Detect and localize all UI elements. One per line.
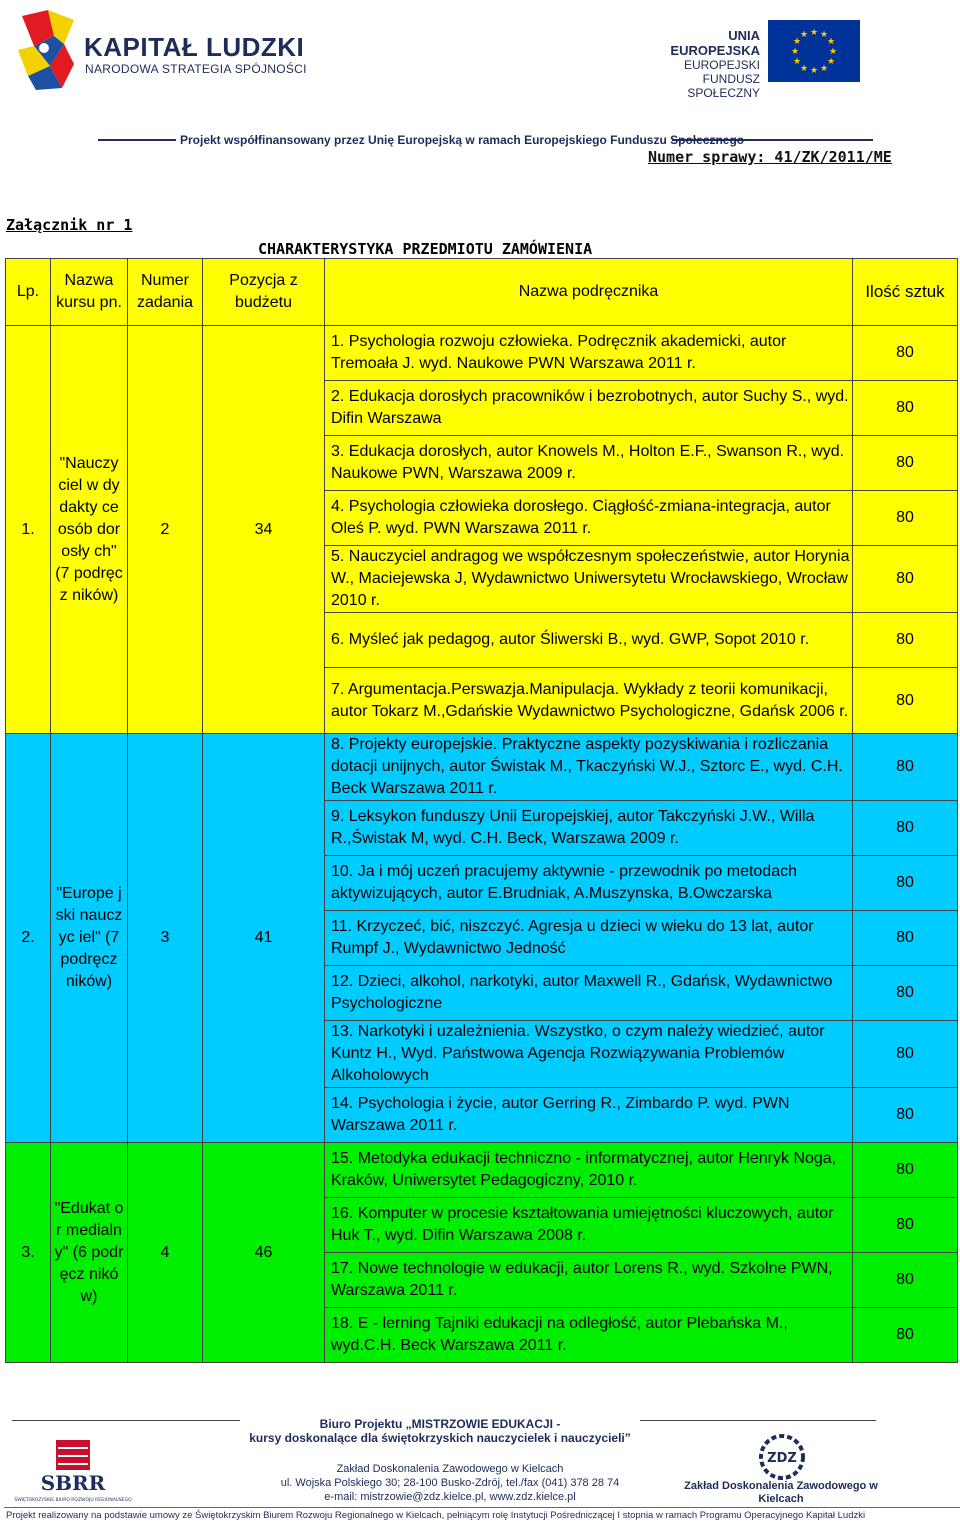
eu-line1: UNIA EUROPEJSKA bbox=[670, 28, 760, 58]
group-lp: 2. bbox=[6, 734, 51, 1143]
book-quantity: 80 bbox=[853, 326, 958, 381]
footer-title-line2: kursy doskonalące dla świętokrzyskich nauczycielek i nauczycieli” bbox=[249, 1431, 631, 1445]
book-quantity: 80 bbox=[853, 734, 958, 801]
book-quantity: 80 bbox=[853, 1253, 958, 1308]
book-quantity: 80 bbox=[853, 911, 958, 966]
group-task-number: 3 bbox=[128, 734, 203, 1143]
group-budget-position: 41 bbox=[203, 734, 325, 1143]
group-course-name: "Edukat or medialn y" (6 podręcz ników) bbox=[51, 1143, 128, 1363]
group-budget-position: 34 bbox=[203, 326, 325, 734]
kapital-ludzki-star-logo bbox=[14, 6, 78, 92]
group-course-name: "Europe jski nauczyc iel" (7 podręcz ników) bbox=[51, 734, 128, 1143]
book-quantity: 80 bbox=[853, 381, 958, 436]
book-title: 10. Ja i mój uczeń pracujemy aktywnie - przewodnik po metodach aktywizujących, autor E.Brudniak, A.Muszynska, B.Owczarska bbox=[325, 856, 853, 911]
group-task-number: 4 bbox=[128, 1143, 203, 1363]
footer-title bbox=[240, 1417, 640, 1445]
book-title: 15. Metodyka edukacji techniczno - informatycznej, autor Henryk Noga, Kraków, Uniwersytet Pedagogiczny, 2010 r. bbox=[325, 1143, 853, 1198]
annex-label: Załącznik nr 1 bbox=[6, 216, 133, 234]
book-quantity: 80 bbox=[853, 1198, 958, 1253]
svg-text:★: ★ bbox=[792, 57, 802, 67]
zdz-logo bbox=[752, 1434, 812, 1480]
book-quantity: 80 bbox=[853, 1088, 958, 1143]
book-quantity: 80 bbox=[853, 966, 958, 1021]
book-title: 14. Psychologia i życie, autor Gerring R., Zimbardo P. wyd. PWN Warszawa 2011 r. bbox=[325, 1088, 853, 1143]
eu-line2: EUROPEJSKI bbox=[683, 58, 760, 72]
book-quantity: 80 bbox=[853, 613, 958, 668]
specification-title: CHARAKTERYSTYKA PRZEDMIOTU ZAMÓWIENIA bbox=[258, 240, 593, 258]
eu-text-block bbox=[640, 28, 760, 100]
svg-text:★: ★ bbox=[809, 28, 819, 38]
svg-text:★: ★ bbox=[819, 30, 829, 40]
header-course: Nazwa kursu pn. bbox=[51, 259, 128, 326]
book-quantity: 80 bbox=[853, 1143, 958, 1198]
header-lp: Lp. bbox=[6, 259, 51, 326]
cofinancing-statement: Projekt współfinansowany przez Unię Europejską w ramach Europejskiego Funduszu Społecznego bbox=[180, 133, 745, 147]
book-quantity: 80 bbox=[853, 856, 958, 911]
book-quantity: 80 bbox=[853, 491, 958, 546]
table-row bbox=[6, 734, 958, 801]
kapital-ludzki-title: KAPITAŁ LUDZKI bbox=[84, 32, 305, 62]
table-row bbox=[6, 326, 958, 381]
book-title: 11. Krzyczeć, bić, niszczyć. Agresja u dzieci w wieku do 13 lat, autor Rumpf J., Wydawnictwo Jedność bbox=[325, 911, 853, 966]
header-qty: Ilość sztuk bbox=[853, 259, 958, 326]
book-title: 7. Argumentacja.Perswazja.Manipulacja. Wykłady z teorii komunikacji, autor Tokarz M.,Gdańskie Wydawnictwo Psychologiczne, Gdańsk 2006 r. bbox=[325, 668, 853, 734]
book-title: 12. Dzieci, alkohol, narkotyki, autor Maxwell R., Gdańsk, Wydawnictwo Psychologiczne bbox=[325, 966, 853, 1021]
svg-text:★: ★ bbox=[799, 30, 809, 40]
book-title: 5. Nauczyciel andragog we współczesnym społeczeństwie, autor Horynia W., Maciejewska J, Wydawnictwo Uniwersytetu Wrocławskiego, Wrocław 2010 r. bbox=[325, 546, 853, 613]
svg-text:ŚWIĘTOKRZYSKIE BIURO ROZWOJU R: ŚWIĘTOKRZYSKIE BIURO ROZWOJU REGIONALNEGO bbox=[14, 1498, 132, 1503]
book-title: 16. Komputer w procesie kształtowania umiejętności kluczowych, autor Huk T., wyd. Difin Warszawa 2008 r. bbox=[325, 1198, 853, 1253]
book-quantity: 80 bbox=[853, 1308, 958, 1363]
group-task-number: 2 bbox=[128, 326, 203, 734]
svg-text:★: ★ bbox=[809, 66, 819, 76]
footer-title-line1: Biuro Projektu „MISTRZOWIE EDUKACJI - bbox=[319, 1417, 561, 1431]
svg-text:★: ★ bbox=[826, 37, 836, 47]
svg-text:ZDZ: ZDZ bbox=[767, 1451, 797, 1466]
svg-text:★: ★ bbox=[792, 37, 802, 47]
case-number: Numer sprawy: 41/ZK/2011/ME bbox=[648, 148, 892, 166]
book-title: 1. Psychologia rozwoju człowieka. Podręcznik akademicki, autor Tremoała J. wyd. Naukowe PWN Warszawa 2011 r. bbox=[325, 326, 853, 381]
book-quantity: 80 bbox=[853, 1021, 958, 1088]
order-items-table bbox=[5, 258, 957, 1363]
footer-address: ul. Wojska Polskiego 30; 28-100 Busko-Zdrój, tel./fax (041) 378 28 74 bbox=[280, 1477, 620, 1489]
book-quantity: 80 bbox=[853, 546, 958, 613]
header-budget: Pozycja z budżetu bbox=[203, 259, 325, 326]
zdz-name: Zakład Doskonalenia Zawodowego w Kielcach bbox=[684, 1480, 878, 1505]
svg-text:★: ★ bbox=[828, 47, 838, 57]
header-book: Nazwa podręcznika bbox=[325, 259, 853, 326]
footer-address-block bbox=[270, 1462, 630, 1504]
table-row bbox=[6, 1143, 958, 1198]
book-quantity: 80 bbox=[853, 801, 958, 856]
book-quantity: 80 bbox=[853, 668, 958, 734]
eu-flag-icon bbox=[768, 20, 860, 82]
book-title: 6. Myśleć jak pedagog, autor Śliwerski B., wyd. GWP, Sopot 2010 r. bbox=[325, 613, 853, 668]
book-title: 2. Edukacja dorosłych pracowników i bezrobotnych, autor Suchy S., wyd. Difin Warszawa bbox=[325, 381, 853, 436]
svg-text:★: ★ bbox=[790, 47, 800, 57]
svg-text:★: ★ bbox=[819, 64, 829, 74]
footer-bottom-note: Projekt realizowany na podstawie umowy ze Świętokrzyskim Biurem Rozwoju Regionalnego w Kielcach, pełniącym rolę Instytucji Pośredniczącej I stopnia w ramach Programu Operacyjnego Kapitał Ludzki bbox=[6, 1510, 866, 1521]
header-task: Numer zadania bbox=[128, 259, 203, 326]
group-lp: 3. bbox=[6, 1143, 51, 1363]
book-quantity: 80 bbox=[853, 436, 958, 491]
svg-text:SBRR: SBRR bbox=[40, 1471, 106, 1495]
eu-line3: FUNDUSZ SPOŁECZNY bbox=[687, 72, 760, 100]
group-budget-position: 46 bbox=[203, 1143, 325, 1363]
group-lp: 1. bbox=[6, 326, 51, 734]
kapital-ludzki-subtitle: NARODOWA STRATEGIA SPÓJNOŚCI bbox=[85, 62, 307, 76]
book-title: 17. Nowe technologie w edukacji, autor Lorens R., wyd. Szkolne PWN, Warszawa 2011 r. bbox=[325, 1253, 853, 1308]
svg-text:★: ★ bbox=[799, 64, 809, 74]
book-title: 9. Leksykon funduszy Unii Europejskiej, autor Takczyński J.W., Willa R.,Świstak M, wyd. C.H. Beck, Warszawa 2009 r. bbox=[325, 801, 853, 856]
footer-email: e-mail: mistrzowie@zdz.kielce.pl, www.zdz.kielce.pl bbox=[324, 1491, 576, 1503]
book-title: 18. E - lerning Tajniki edukacji na odległość, autor Plebańska M., wyd.C.H. Beck Warszawa 2011 r. bbox=[325, 1308, 853, 1363]
book-title: 13. Narkotyki i uzależnienia. Wszystko, o czym należy wiedzieć, autor Kuntz H., Wyd. Państwowa Agencja Rozwiązywania Problemów Alkoholowych bbox=[325, 1021, 853, 1088]
book-title: 4. Psychologia człowieka dorosłego. Ciągłość-zmiana-integracja, autor Oleś P. wyd. PWN Warszawa 2011 r. bbox=[325, 491, 853, 546]
svg-text:★: ★ bbox=[826, 57, 836, 67]
table-header-row bbox=[6, 259, 958, 326]
sbrr-logo bbox=[14, 1438, 132, 1508]
group-course-name: "Nauczy ciel w dydakty ce osób dorosły ch" (7 podręcz ników) bbox=[51, 326, 128, 734]
book-title: 8. Projekty europejskie. Praktyczne aspekty pozyskiwania i rozliczania dotacji unijnych, autor Świstak M., Tkaczyński W.J., Sztorc E., wyd. C.H. Beck Warszawa 2011 r. bbox=[325, 734, 853, 801]
book-title: 3. Edukacja dorosłych, autor Knowels M., Holton E.F., Swanson R., wyd. Naukowe PWN, Warszawa 2009 r. bbox=[325, 436, 853, 491]
footer-bottom-divider bbox=[4, 1507, 960, 1508]
footer-org-name: Zakład Doskonalenia Zawodowego w Kielcach bbox=[336, 1463, 564, 1475]
